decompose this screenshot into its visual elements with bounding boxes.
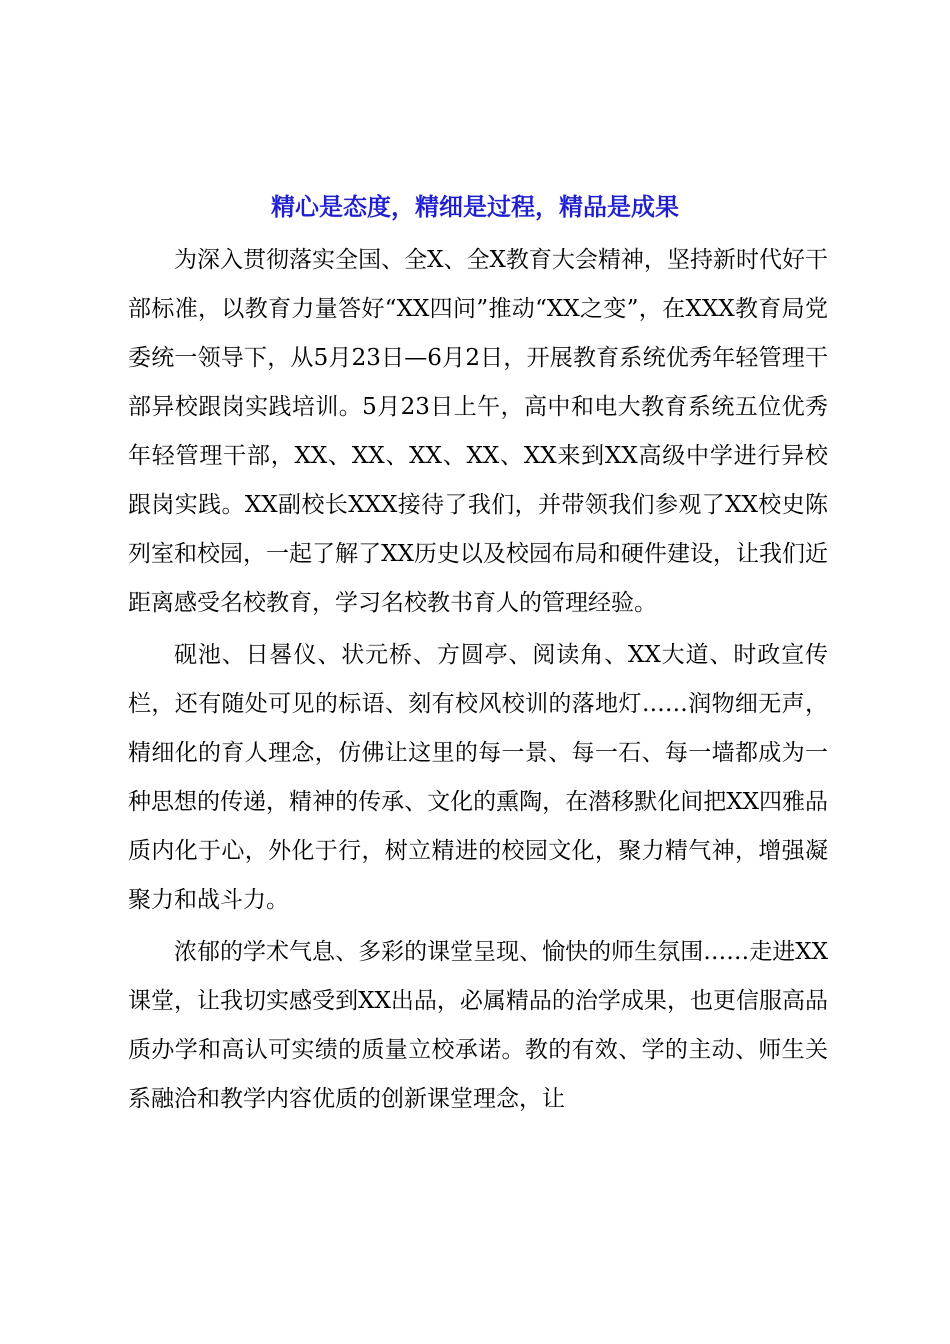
document-body — [128, 236, 828, 1124]
document-title: 精心是态度，精细是过程，精品是成果 — [271, 193, 679, 221]
paragraph-2: 砚池、日晷仪、状元桥、方圆亭、阅读角、XX大道、时政宣传栏，还有随处可见的标语、刻有校风校训的落地灯……润物细无声，精细化的育人理念，仿佛让这里的每一景、每一石、每一墙都成为一种思想的传递，精神的传承、文化的熏陶，在潜移默化间把XX四雅品质内化于心，外化于行，树立精进的校园文化，聚力精气神，增强凝聚力和战斗力。 — [128, 642, 828, 913]
paragraph-1: 为深入贯彻落实全国、全X、全X教育大会精神，坚持新时代好干部标准，以教育力量答好“XX四问”推动“XX之变”，在XXX教育局党委统一领导下，从5月23日—6月2日，开展教育系统优秀年轻管理干部异校跟岗实践培训。5月23日上午，高中和电大教育系统五位优秀年轻管理干部，XX、XX、XX、XX、XX来到XX高级中学进行异校跟岗实践。XX副校长XXX接待了我们，并带领我们参观了XX校史陈列室和校园，一起了解了XX历史以及校园布局和硬件建设，让我们近距离感受名校教育，学习名校教书育人的管理经验。 — [128, 247, 828, 616]
paragraph-3: 浓郁的学术气息、多彩的课堂呈现、愉快的师生氛围……走进XX课堂，让我切实感受到XX出品，必属精品的治学成果，也更信服高品质办学和高认可实绩的质量立校承诺。教的有效、学的主动、师生关系融洽和教学内容优质的创新课堂理念，让 — [128, 939, 828, 1112]
